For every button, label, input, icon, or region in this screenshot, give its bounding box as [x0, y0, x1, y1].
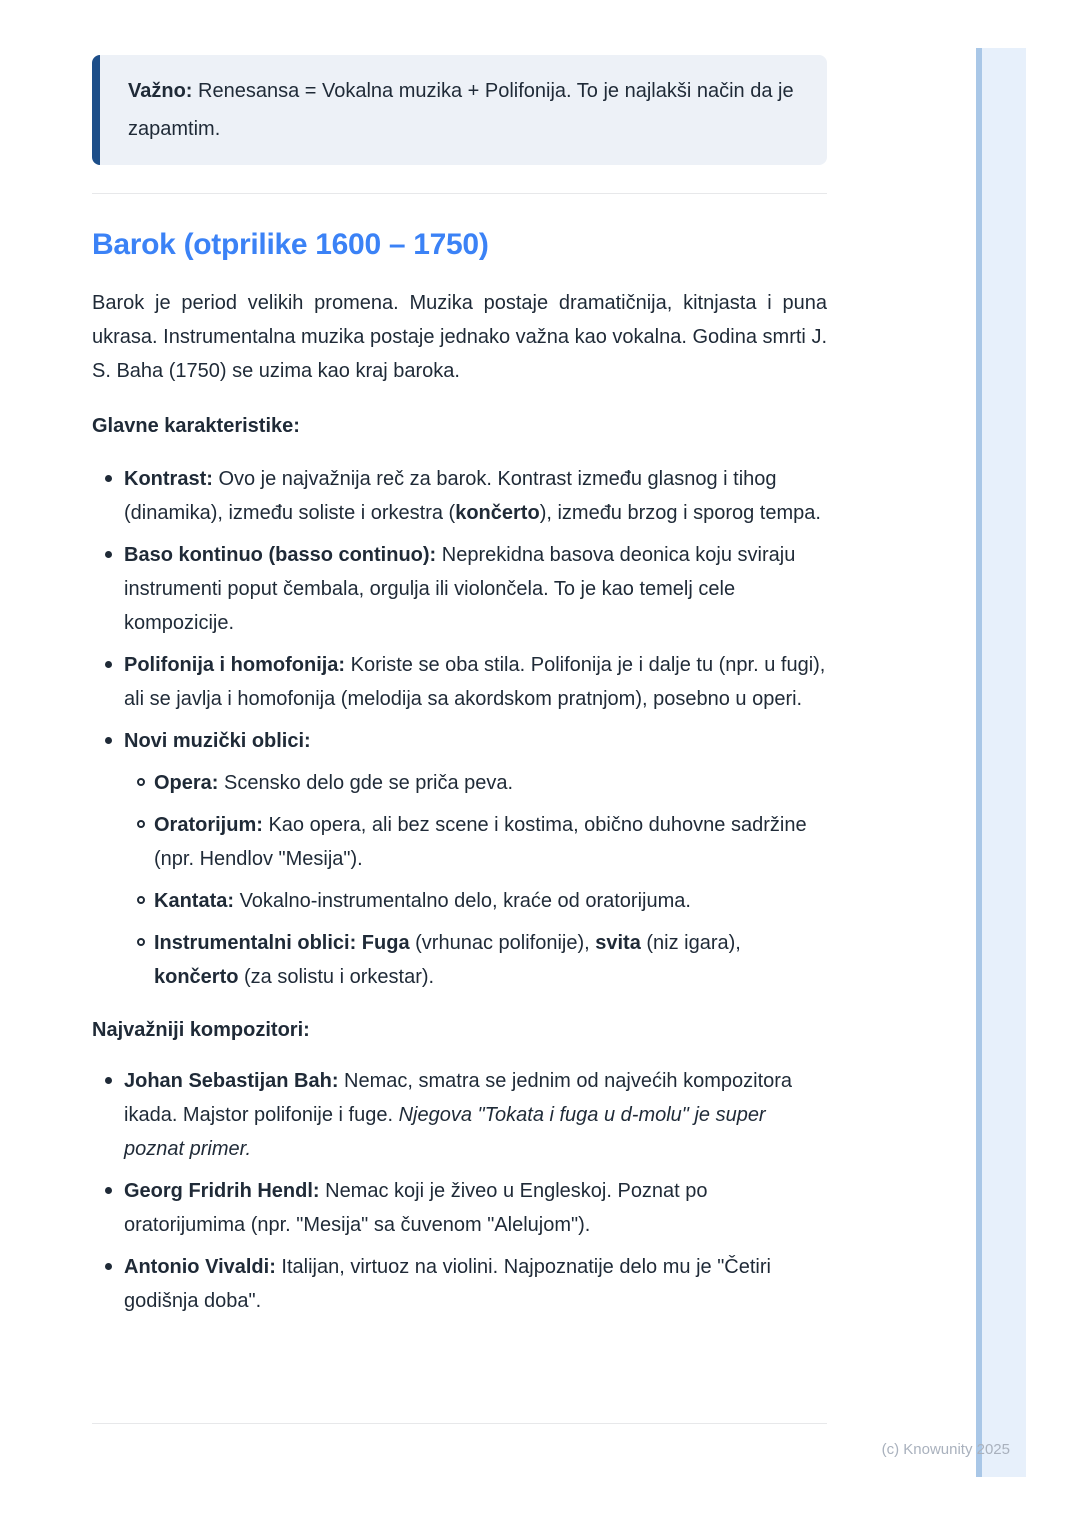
characteristics-heading: Glavne karakteristike:	[92, 415, 300, 437]
sub-bullet-icon	[137, 778, 145, 786]
list-item	[92, 1064, 827, 1166]
term-label: Novi muzički oblici:	[124, 730, 311, 752]
term-label: Instrumentalni oblici: Fuga	[154, 932, 410, 954]
sub-item-text	[154, 808, 827, 876]
bottom-divider	[92, 1423, 827, 1424]
bullet-icon	[105, 475, 112, 482]
composers-heading: Najvažniji kompozitori:	[92, 1019, 310, 1041]
list-item-text	[124, 724, 827, 758]
bullet-icon	[105, 1263, 112, 1270]
composer-name: Antonio Vivaldi:	[124, 1256, 276, 1278]
list-item-body	[124, 724, 827, 994]
list-item-text	[124, 1174, 827, 1242]
list-item-text	[124, 648, 827, 716]
bullet-icon	[105, 551, 112, 558]
sub-item-text	[154, 926, 827, 994]
bullet-icon	[105, 661, 112, 668]
term-label: Kontrast:	[124, 468, 213, 490]
composers-list	[92, 1064, 827, 1318]
composer-name: Johan Sebastijan Bah:	[124, 1070, 339, 1092]
list-item-text	[124, 462, 827, 530]
list-item	[92, 648, 827, 716]
item-text: Nemac, smatra se jednim od najvećih kompozitora ikada. Majstor polifonije i fuge.	[124, 1070, 793, 1126]
item-text: Scensko delo gde se priča peva.	[218, 772, 514, 794]
page-side-strip	[976, 48, 1026, 1477]
bullet-icon	[105, 1187, 112, 1194]
callout-label: Važno:	[128, 80, 193, 102]
list-item-text	[124, 538, 827, 640]
item-text: (za solistu i orkestar).	[238, 966, 435, 988]
item-text: ), između brzog i sporog tempa.	[539, 502, 821, 524]
item-text: Neprekidna basova deonica koju sviraju instrumenti poput čembala, orgulja ili violončela. To je kao temelj cele kompozicije.	[124, 544, 796, 634]
item-text: Nemac koji je živeo u Engleskoj. Poznat po oratorijumima (npr. "Mesija" sa čuvenom "Alelujom").	[124, 1180, 708, 1236]
list-item	[92, 1250, 827, 1318]
copyright-footer: (c) Knowunity 2025	[881, 1441, 1010, 1458]
list-item	[92, 1174, 827, 1242]
term-label: Opera:	[154, 772, 219, 794]
term-label: Oratorijum:	[154, 814, 263, 836]
list-item	[92, 538, 827, 640]
item-text: Kao opera, ali bez scene i kostima, obično duhovne sadržine (npr. Hendlov "Mesija").	[154, 814, 807, 870]
term-label: Baso kontinuo (basso continuo):	[124, 544, 437, 566]
characteristics-list	[92, 462, 827, 994]
sub-list-item	[124, 926, 827, 994]
term-label: Polifonija i homofonija:	[124, 654, 346, 676]
item-text: (niz igara),	[640, 932, 741, 954]
sub-item-text	[154, 766, 513, 800]
bullet-icon	[105, 737, 112, 744]
item-text: (vrhunac polifonije),	[409, 932, 596, 954]
callout-text	[128, 72, 801, 148]
sub-bullet-icon	[137, 820, 145, 828]
page-content	[92, 55, 827, 1318]
sub-bullet-icon	[137, 896, 145, 904]
term-emphasis: svita	[595, 932, 641, 954]
section-title: Barok (otprilike 1600 – 1750)	[92, 228, 489, 261]
music-forms-sublist	[124, 766, 827, 994]
item-text: Italijan, virtuoz na violini. Najpoznatije delo mu je "Četiri godišnja doba".	[124, 1256, 771, 1312]
top-divider	[92, 193, 827, 194]
list-item	[92, 724, 827, 994]
sub-bullet-icon	[137, 938, 145, 946]
term-emphasis: končerto	[455, 502, 540, 524]
sub-item-text	[154, 884, 691, 918]
term-label: Kantata:	[154, 890, 235, 912]
list-item-text	[124, 1250, 827, 1318]
important-callout	[92, 55, 827, 165]
list-item-text	[124, 1064, 827, 1166]
composer-name: Georg Fridrih Hendl:	[124, 1180, 320, 1202]
term-emphasis: končerto	[154, 966, 239, 988]
sub-list-item	[124, 766, 827, 800]
work-title-italic: Njegova "Tokata i fuga u d-molu" je super poznat primer.	[124, 1104, 766, 1160]
item-text: Vokalno-instrumentalno delo, kraće od oratorijuma.	[234, 890, 691, 912]
sub-list-item	[124, 808, 827, 876]
intro-paragraph: Barok je period velikih promena. Muzika postaje dramatičnija, kitnjasta i puna ukrasa. Instrumentalna muzika postaje jednako važna kao vokalna. Godina smrti J. S. Baha (1750) se uzima kao kraj baroka.	[92, 292, 827, 382]
bullet-icon	[105, 1077, 112, 1084]
list-item	[92, 462, 827, 530]
item-text: Koriste se oba stila. Polifonija je i dalje tu (npr. u fugi), ali se javlja i homofonija (melodija sa akordskom pratnjom), posebno u operi.	[124, 654, 826, 710]
callout-body: Renesansa = Vokalna muzika + Polifonija. To je najlakši način da je zapamtim.	[128, 80, 794, 140]
sub-list-item	[124, 884, 827, 918]
item-text: Ovo je najvažnija reč za barok. Kontrast između glasnog i tihog (dinamika), između soliste i orkestra (	[124, 468, 777, 524]
